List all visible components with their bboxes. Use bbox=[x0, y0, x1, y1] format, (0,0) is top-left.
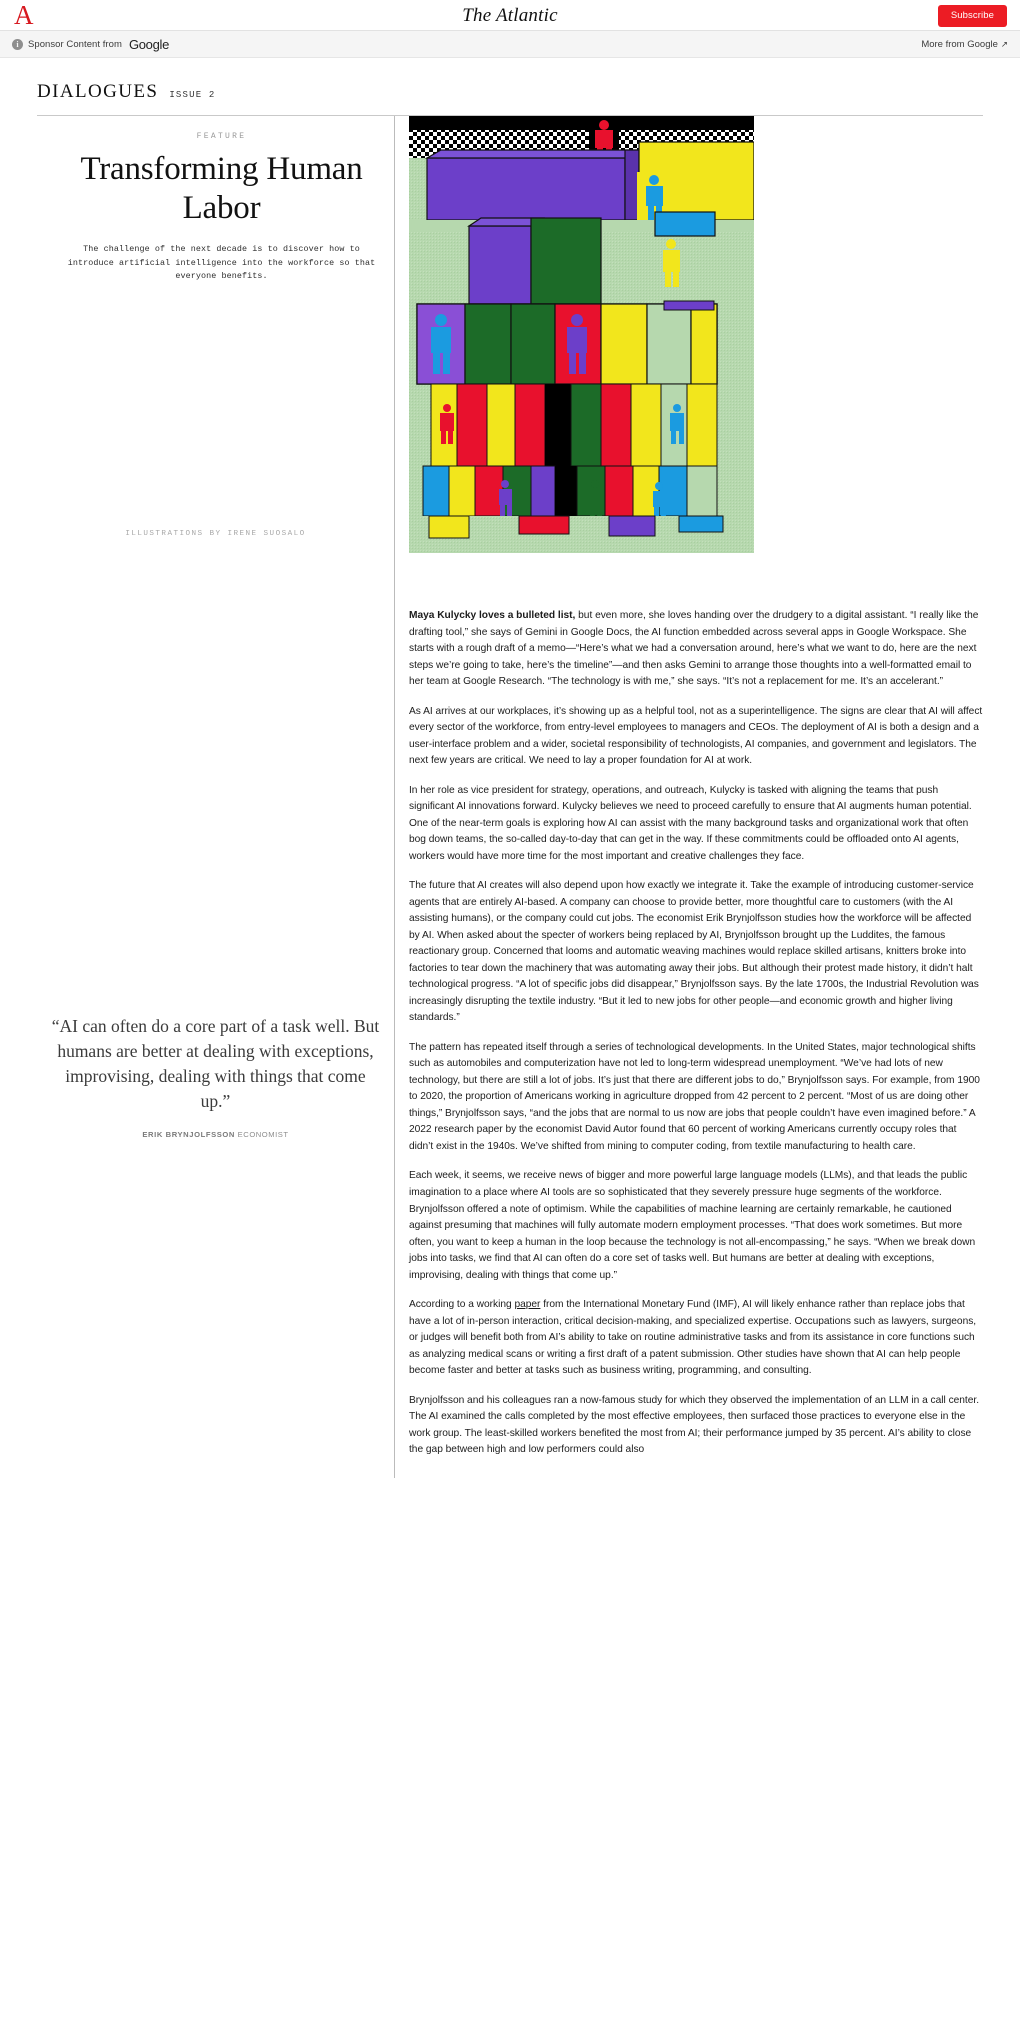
issue-label: ISSUE 2 bbox=[169, 90, 216, 100]
article-kicker: FEATURE bbox=[196, 132, 247, 141]
article-dek: The challenge of the next decade is to discover how to introduce artificial intelligence into the workforce so that everyone benefits. bbox=[67, 244, 376, 282]
sponsor-label-group bbox=[12, 31, 169, 57]
body-paragraph-7 bbox=[409, 1297, 983, 1380]
subscribe-button[interactable]: Subscribe bbox=[938, 5, 1007, 27]
lede-rest: but even more, she loves handing over the drudgery to a digital assistant. “I really like the drafting tool,” she says of Gemini in Google Docs, the AI function embedded across several apps in Google Workspace. She starts with a rough draft of a memo—“Here’s what we had a conversation around, here’s what we want to do, here are the next steps we’re going to take, here’s the timeline”—and then asks Gemini to arrange those thoughts into a well-formatted email to her team at Google Research. “The technology is with me,” she says. “It’s not a replacement for me. It’s an accelerant.” bbox=[409, 610, 979, 688]
more-from-google-link[interactable] bbox=[921, 31, 1008, 57]
body-paragraph-4: The future that AI creates will also depend upon how exactly we integrate it. Take the example of introducing customer-service agents that are entirely AI-based. A company can choose to provide better, more thoughtful care to customers (with the AI assisting humans), or the company could cut jobs. The economist Erik Brynjolfsson studies how the workforce will be affected by AI. When asked about the specter of workers being replaced by AI, Brynjolfsson brought up the Luddites, the famous reactionary group. Concerned that looms and automatic weaving machines would replace skilled artisans, knitters broke into factories to tear down the machinery that was automating away their jobs. But although their protest made history, it didn’t halt technological progress. “A lot of specific jobs did disappear,” Brynjolfsson says. By the late 1700s, the Industrial Revolution was increasingly disrupting the textile industry. “But it led to new jobs for other people—and economic growth and higher living standards.” bbox=[409, 880, 979, 1024]
google-brand-label: Google bbox=[128, 36, 170, 52]
p7-text-b: from the International Monetary Fund (IMF), AI will likely enhance rather than replace jobs that have a lot of in-person interaction, critical decision-making, and specialized expertise. Occupations such as lawyers, surgeons, or judges will benefit both from AI’s ability to take on routine administrative tasks and from its assistance in core functions such as analyzing medical scans or writing a first draft of a patent submission. Other studies have shown that AI can help people become faster and better at tasks such as business writing, programming, and consulting. bbox=[409, 1299, 977, 1377]
article-body-section bbox=[37, 553, 983, 1478]
site-title[interactable]: The Atlantic bbox=[462, 5, 558, 26]
pullquote-author: ERIK BRYNJOLFSSON bbox=[142, 1130, 235, 1140]
external-link-arrow-icon: ↗ bbox=[1000, 38, 1008, 49]
body-paragraph-3: In her role as vice president for strategy, operations, and outreach, Kulycky is tasked with aligning the teams that push significant AI innovations forward. Kulycky believes we need to proceed carefully to ensure that AI augments human potential. One of the near-term goals is exploring how AI can assist with the many background tasks and organizational work that often bog down teams, the so-called day-to-day that can get in the way. If these commitments could be offloaded onto AI agents, workers would have more time for the most important and creative challenges they face. bbox=[409, 784, 972, 862]
page-title: Transforming Human Labor bbox=[80, 151, 363, 226]
sponsor-bar bbox=[0, 31, 1020, 58]
body-tail-spacer bbox=[409, 1472, 983, 1478]
pullquote-column bbox=[37, 553, 395, 1478]
imf-paper-link[interactable]: paper bbox=[514, 1299, 541, 1311]
body-paragraph-6: Each week, it seems, we receive news of bigger and more powerful large language models (LLMs), and that leads the public imagination to a place where AI tools are so sophisticated that they severely pressure huge segments of the workforce. Brynjolfsson offered a note of optimism. While the capabilities of machine learning are certainly remarkable, he cautioned against presuming that machines will fully automate modern employment processes. “That does work sometimes. But more often, you want to keep a human in the loop because the technology is not all-encompassing,” he says. “When we break down jobs into tasks, we find that AI can often do a core set of tasks well. But humans are better at dealing with exceptions, improvising, dealing with things that come up.” bbox=[409, 1170, 976, 1281]
hero-left-column bbox=[37, 116, 395, 553]
pullquote bbox=[51, 1014, 380, 1139]
article-hero bbox=[37, 116, 983, 553]
dialogues-header-row bbox=[37, 81, 983, 116]
atlantic-logo-icon[interactable]: A bbox=[14, 0, 34, 30]
sponsor-text: Sponsor Content from bbox=[28, 38, 122, 50]
dialogues-title[interactable]: DIALOGUES bbox=[37, 81, 159, 102]
pullquote-role: ECONOMIST bbox=[237, 1130, 289, 1140]
illustration-credit: ILLUSTRATIONS BY IRENE SUOSALO bbox=[125, 530, 306, 538]
body-paragraph-1 bbox=[409, 608, 983, 691]
dialogues-header bbox=[37, 58, 983, 116]
hero-right-column bbox=[395, 116, 983, 553]
more-from-google-label: More from Google bbox=[921, 38, 998, 50]
article-body-column bbox=[395, 553, 983, 1478]
pullquote-text: “AI can often do a core part of a task well. But humans are better at dealing with exceptions, improvising, dealing with things that come up.” bbox=[51, 1016, 380, 1111]
pullquote-attribution bbox=[51, 1130, 380, 1139]
p7-text-a: According to a working bbox=[409, 1299, 515, 1311]
masthead bbox=[0, 0, 1020, 31]
lede-strong: Maya Kulycky loves a bulleted list, bbox=[409, 610, 576, 621]
hero-illustration bbox=[409, 116, 754, 553]
info-icon[interactable]: i bbox=[12, 39, 23, 50]
body-paragraph-2: As AI arrives at our workplaces, it’s showing up as a helpful tool, not as a superintelligence. The signs are clear that AI will affect every sector of the workforce, from entry-level employees to managers and CEOs. The deployment of AI is both a design and a user-interface problem and a wider, societal responsibility of technologists, AI companies, and government and legislators. The next few years are critical. We need to lay a proper foundation for AI at work. bbox=[409, 705, 983, 767]
body-paragraph-5: The pattern has repeated itself through a series of technological developments. In the United States, major technological shifts such as automobiles and computerization have not led to long-term widespread unemployment. “We’ve had lots of new technology, but there are still a lot of jobs. It’s just that there are different jobs to do,” Brynjolfsson says. For example, from 1900 to 2020, the proportion of Americans working in agriculture dropped from 42 percent to 2 percent. “Most of us are doing other things,” Brynjolfsson says, “and the jobs that are normal to us now are jobs that people couldn’t have even imagined before.” A 2022 research paper by the economist David Autor found that 60 percent of working Americans currently occupy roles that didn’t exist in the 1940s. We’ve shifted from mining to computer coding, from textile manufacturing to health care. bbox=[409, 1041, 980, 1152]
hero-headline-block bbox=[37, 116, 394, 546]
body-paragraph-8: Brynjolfsson and his colleagues ran a now-famous study for which they observed the implementation of an LLM in a call center. The AI examined the calls completed by the most effective employees, then surfaced those practices to everyone else in the work group. The least-skilled workers benefited the most from AI; their performance jumped by 35 percent. AI’s ability to close the gap between high and low performers could also bbox=[409, 1394, 980, 1456]
